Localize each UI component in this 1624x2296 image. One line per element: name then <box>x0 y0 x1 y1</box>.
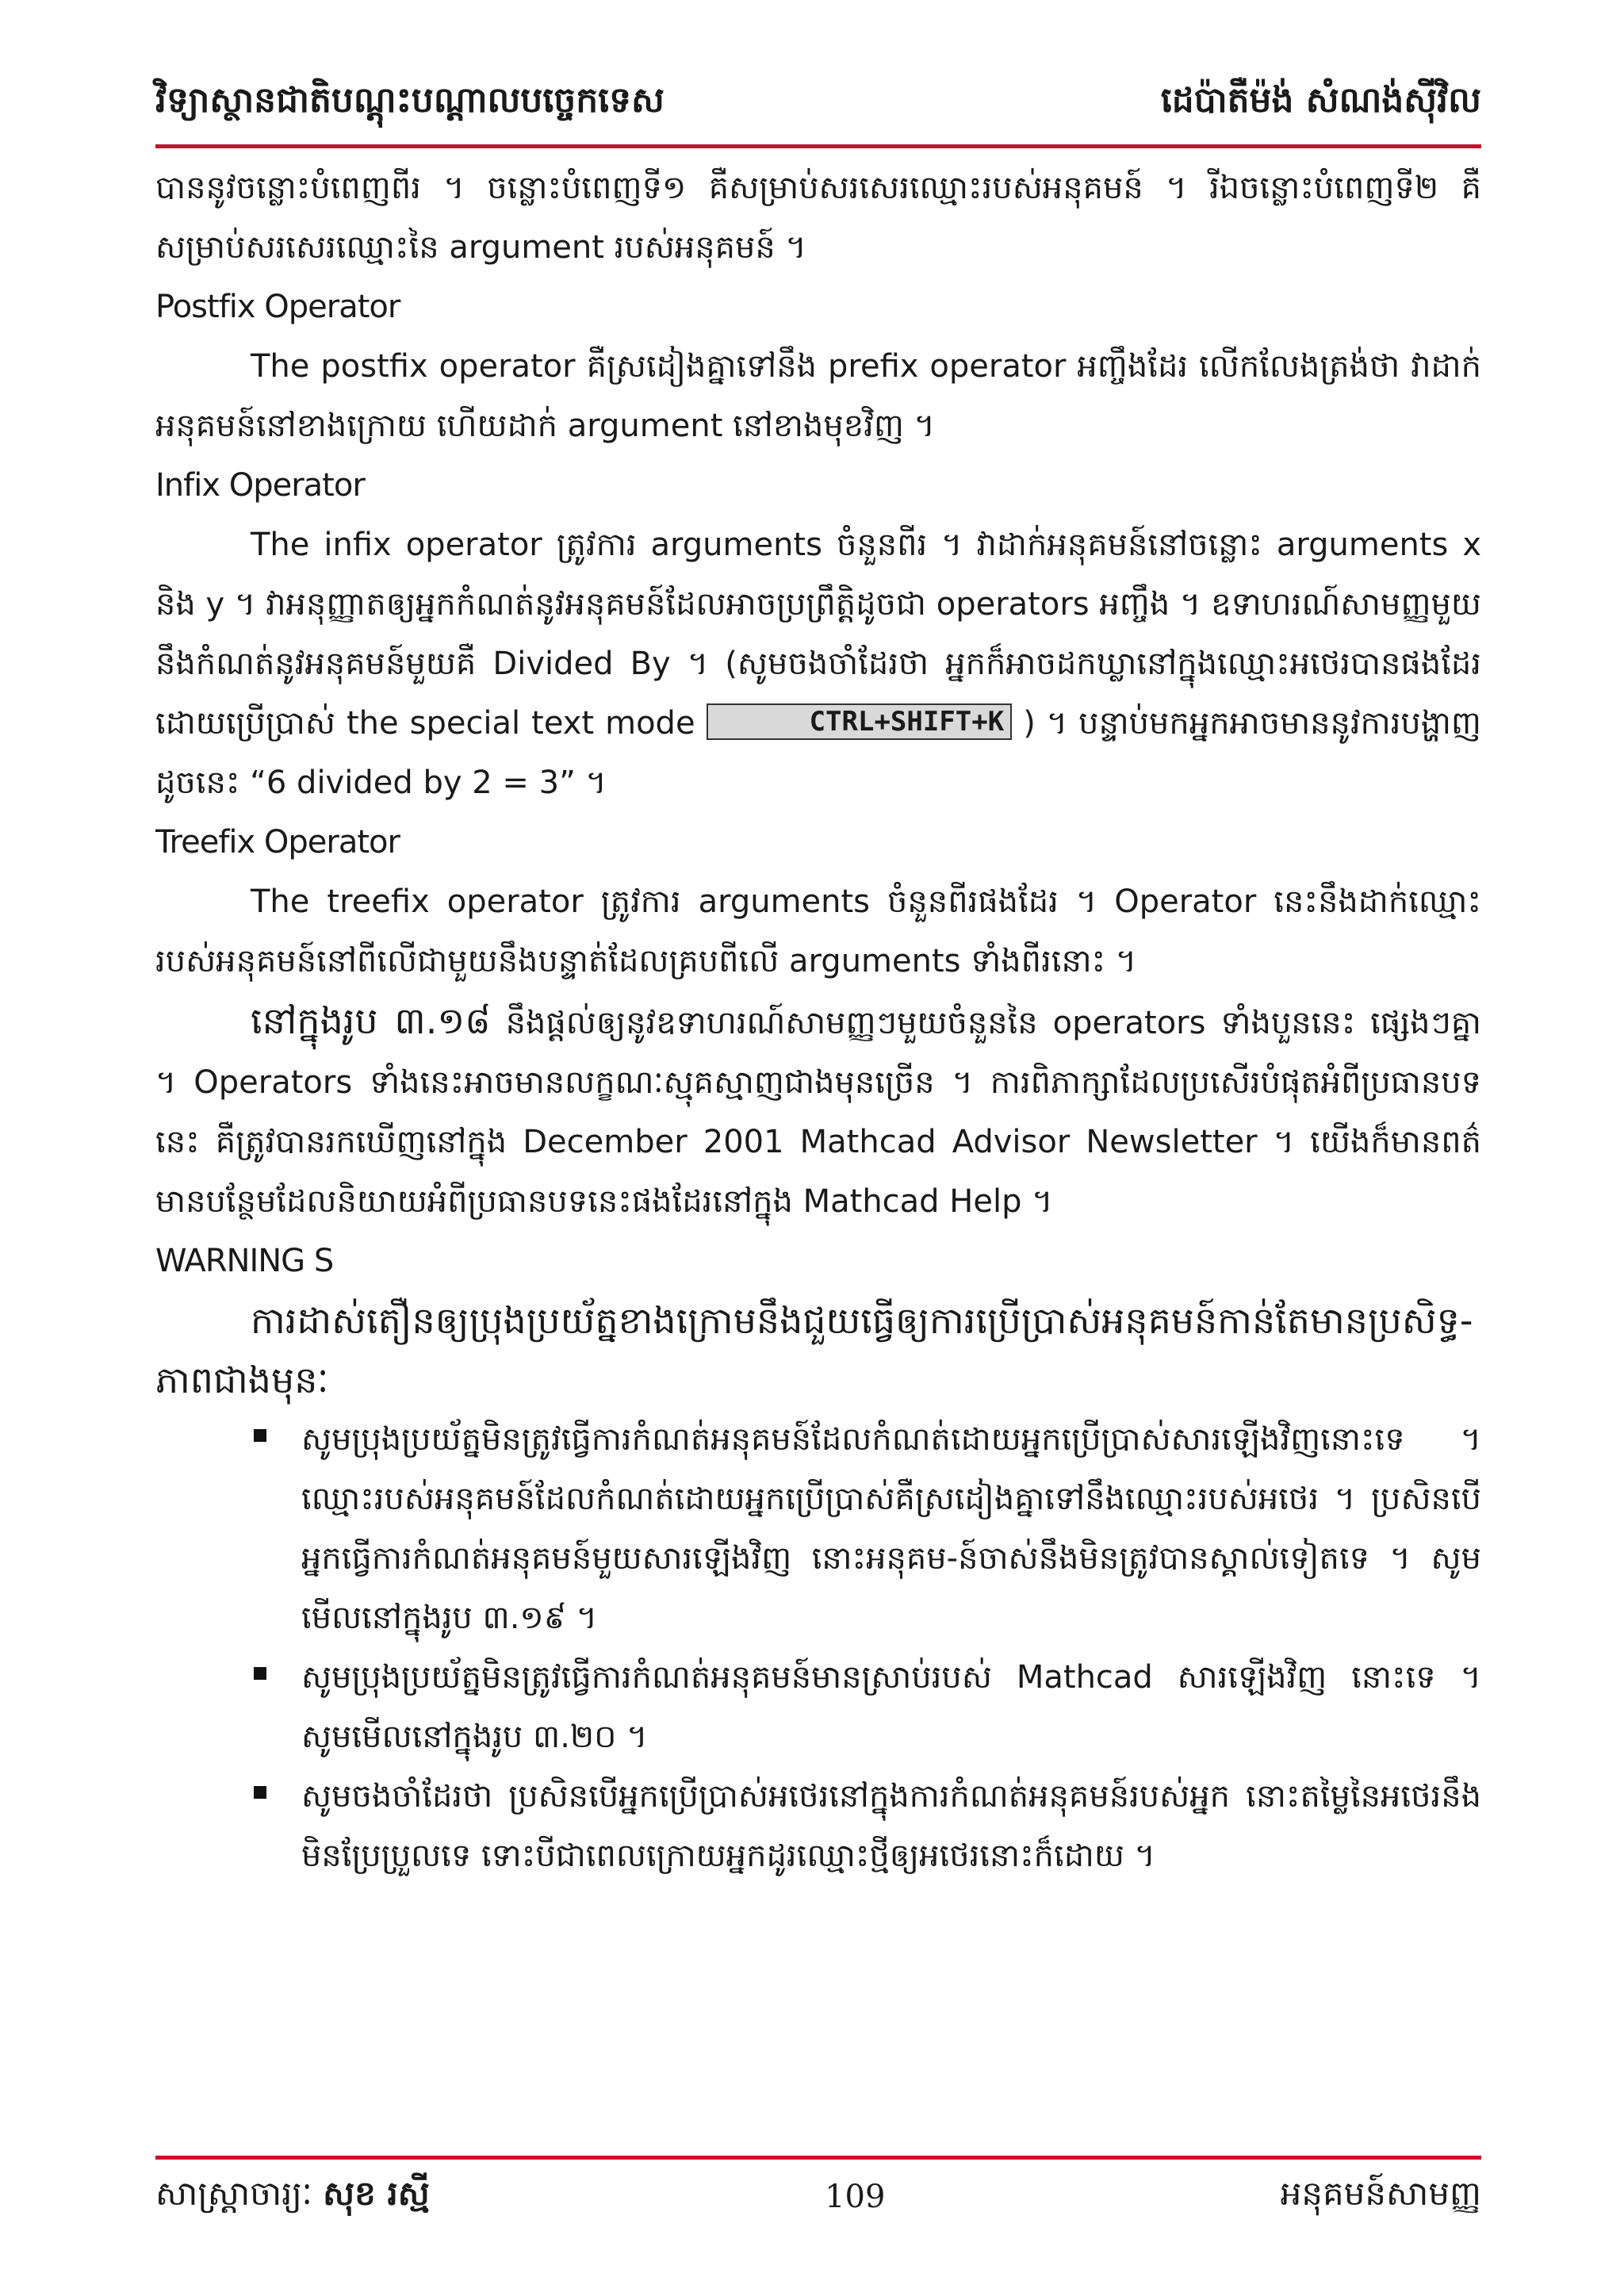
list-item <box>254 1648 1481 1767</box>
list-item-text: សូមប្រុងប្រយ័ត្នមិនត្រូវធ្វើការកំណត់អនុគមន៍មានស្រាប់របស់ Mathcad សារឡើងវិញ នោះទេ ។ សូមមើលនៅក្នុងរូប ៣.២០ ។ <box>301 1659 1481 1755</box>
list-item-text: សូមចងចាំដែរថា ប្រសិនបើអ្នកប្រើប្រាស់អថេរនៅក្នុងការកំណត់អនុគមន៍របស់អ្នក នោះតម្លៃនៃអថេរនឹងមិនប្រែប្រួលទេ ទោះបីជាពេលក្រោយអ្នកដូរឈ្មោះថ្មីឲ្យអថេរនោះក៏ដោយ ។ <box>301 1778 1481 1874</box>
heading-warning: WARNING S <box>155 1243 334 1279</box>
heading-postfix: Postfix Operator <box>155 289 400 325</box>
header-department: ដេប៉ាតឺម៉ង់ សំណង់ស៊ីវិល <box>1160 80 1481 121</box>
paragraph-postfix: The postfix operator គឺស្រដៀងគ្នាទៅនឹង prefix operator អញ្ចឹងដែរ លើកលែងត្រង់ថា វាដាក់អនុគមន៍នៅខាងក្រោយ ហើយដាក់ argument នៅខាងមុខវិញ ។ <box>155 348 1481 444</box>
bullet-square-icon <box>254 1429 266 1442</box>
keyboard-shortcut: CTRL+SHIFT+K <box>707 703 1013 740</box>
paragraph-treefix: The treefix operator ត្រូវការ arguments ចំនួនពីរផងដែរ ។ Operator នេះនឹងដាក់ឈ្មោះរបស់អនុគមន៍នៅពីលើជាមួយនឹងបន្ទាត់ដែលគ្របពីលើ arguments ទាំងពីរនោះ ។ <box>155 884 1481 979</box>
running-header <box>155 76 1481 132</box>
list-item <box>254 1767 1481 1886</box>
list-item <box>254 1410 1481 1648</box>
footer-rule <box>155 2156 1481 2160</box>
running-footer <box>155 2161 1481 2233</box>
infix-text-b: ) ។ បន្ទាប់មកអ្នកអាចមាននូវការបង្ហាញដូចនេះ “6 divided by 2 = 3” ។ <box>155 705 1481 801</box>
footer-author <box>155 2172 430 2221</box>
list-item-text: សូមប្រុងប្រយ័ត្នមិនត្រូវធ្វើការកំណត់អនុគមន៍ដែលកំណត់ដោយអ្នកប្រើប្រាស់សារឡើងវិញនោះទេ ។ ឈ្មោះរបស់អនុគមន៍ដែលកំណត់ដោយអ្នកប្រើប្រាស់គឺស្រដៀងគ្នាទៅនឹងឈ្មោះរបស់អថេរ ។ ប្រសិនបើអ្នកធ្វើការកំណត់អនុគមន៍មួយសារឡើងវិញ នោះអនុគម-ន៍ចាស់នឹងមិនត្រូវបានស្គាល់ទៀតទេ ។ សូមមើលនៅក្នុងរូប ៣.១៩ ។ <box>301 1421 1481 1636</box>
figure-ref-rest: នឹងផ្តល់ឲ្យនូវឧទាហរណ៍សាមញ្ញៗមួយចំនួននៃ operators ទាំងបួននេះ ផ្សេងៗគ្នា ។ Operators ទាំងនេះអាចមានលក្ខណៈស្មុគស្មាញជាងមុនច្រើន ។ ការពិភាក្សាដែលប្រសើរបំផុតអំពីប្រធានបទនេះ គឺត្រូវបានរកឃើញនៅក្នុង December 2001 Mathcad Advisor Newsletter ។ យើងក៏មានពត៌មានបន្ថែមដែលនិយាយអំពីប្រធានបទនេះផងដែរនៅក្នុង Mathcad Help ។ <box>155 1005 1482 1220</box>
infix-text-a: The infix operator ត្រូវការ arguments ចំនួនពីរ ។ វាដាក់អនុគមន៍នៅចន្លោះ arguments x និង y ។ វាអនុញ្ញាតឲ្យអ្នកកំណត់នូវអនុគមន៍ដែលអាចប្រព្រឹត្តិដូចជា operators អញ្ចឹង ។ ឧទាហរណ៍សាមញ្ញមួយនឹងកំណត់នូវអនុគមន៍មួយគឺ Divided By ។ (សូមចងចាំដែរថា អ្នកក៏អាចដកឃ្លានៅក្នុងឈ្មោះអថេរបានផងដែរ ដោយប្រើប្រាស់ the special text mode <box>155 527 1481 742</box>
header-rule <box>155 144 1481 148</box>
author-name: សុខ រស្មី <box>323 2174 430 2213</box>
figure-ref-lead: នៅក្នុងរូប ៣.១៨ <box>251 999 491 1042</box>
paragraph-warning: ការដាស់តឿនឲ្យប្រុងប្រយ័ត្នខាងក្រោមនឹងជួយធ្វើឲ្យការប្រើប្រាស់អនុគមន៍កាន់តែមានប្រសិទ្ធ-ភាពជាងមុនៈ <box>155 1299 1473 1401</box>
page-body <box>155 159 1481 1886</box>
paragraph-intro: បាននូវចន្លោះបំពេញពីរ ។ ចន្លោះបំពេញទី១ គឺសម្រាប់សរសេរឈ្មោះរបស់អនុគមន៍ ។ រីឯចន្លោះបំពេញទី២ គឺសម្រាប់សរសេរឈ្មោះនៃ argument របស់អនុគមន៍ ។ <box>155 170 1481 266</box>
page-number: 109 <box>825 2179 886 2215</box>
bullet-square-icon <box>254 1667 266 1680</box>
paragraph-figure-ref <box>155 991 1481 1232</box>
paragraph-infix <box>155 516 1481 813</box>
header-institute: វិទ្យាស្ថានជាតិបណ្តុះបណ្តាលបច្ចេកទេស <box>155 80 665 121</box>
author-label: សាស្ត្រាចារ្យៈ <box>155 2174 312 2213</box>
bullet-square-icon <box>254 1786 266 1799</box>
heading-treefix: Treefix Operator <box>155 824 400 861</box>
footer-chapter: អនុគមន៍សាមញ្ញ <box>1280 2174 1481 2213</box>
warning-list <box>155 1410 1481 1886</box>
heading-infix: Infix Operator <box>155 467 365 504</box>
